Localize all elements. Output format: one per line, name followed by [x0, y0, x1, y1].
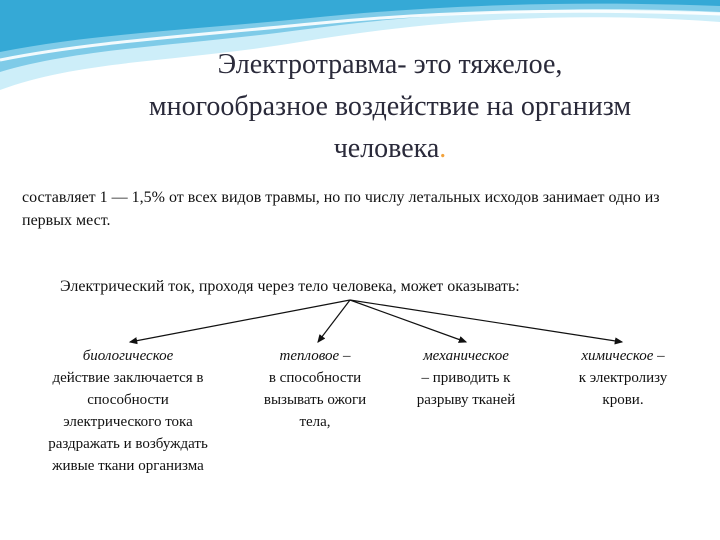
title-line-2: многообразное воздействие на организм [148, 91, 632, 122]
arrow-to-biological [130, 300, 350, 342]
effect-term: биологическое [82, 348, 174, 364]
arrow-to-thermal [318, 300, 350, 342]
effect-biological [38, 345, 218, 477]
title-line-1: Электротравма- это тяжелое, [217, 49, 563, 80]
intro-paragraph: составляет 1 — 1,5% от всех видов травмы, но по числу летальных исходов занимает одно из первых мест. [22, 189, 660, 229]
lead-sentence: Электрический ток, проходя через тело человека, может оказывать: [60, 278, 520, 295]
effect-description: к электролизу крови. [578, 370, 668, 408]
effect-description: в способности вызывать ожоги тела, [263, 370, 367, 430]
effect-description: – приводить к разрыву тканей [416, 370, 516, 408]
effect-chemical [560, 345, 686, 411]
effect-term: механическое [423, 348, 509, 364]
effect-term: тепловое – [279, 348, 351, 364]
title-accent-dot: . [439, 133, 447, 164]
effect-thermal [255, 345, 375, 433]
arrow-to-chemical [350, 300, 622, 342]
slide-title [60, 44, 720, 170]
effect-description: действие заключается в способности электрического тока раздражать и возбуждать живые ткани организма [48, 370, 208, 474]
title-line-3-text: человека [333, 133, 440, 164]
arrow-to-mechanical [350, 300, 466, 342]
title-line-3 [60, 128, 720, 170]
effect-term: химическое – [581, 348, 665, 364]
effect-mechanical [405, 345, 527, 411]
